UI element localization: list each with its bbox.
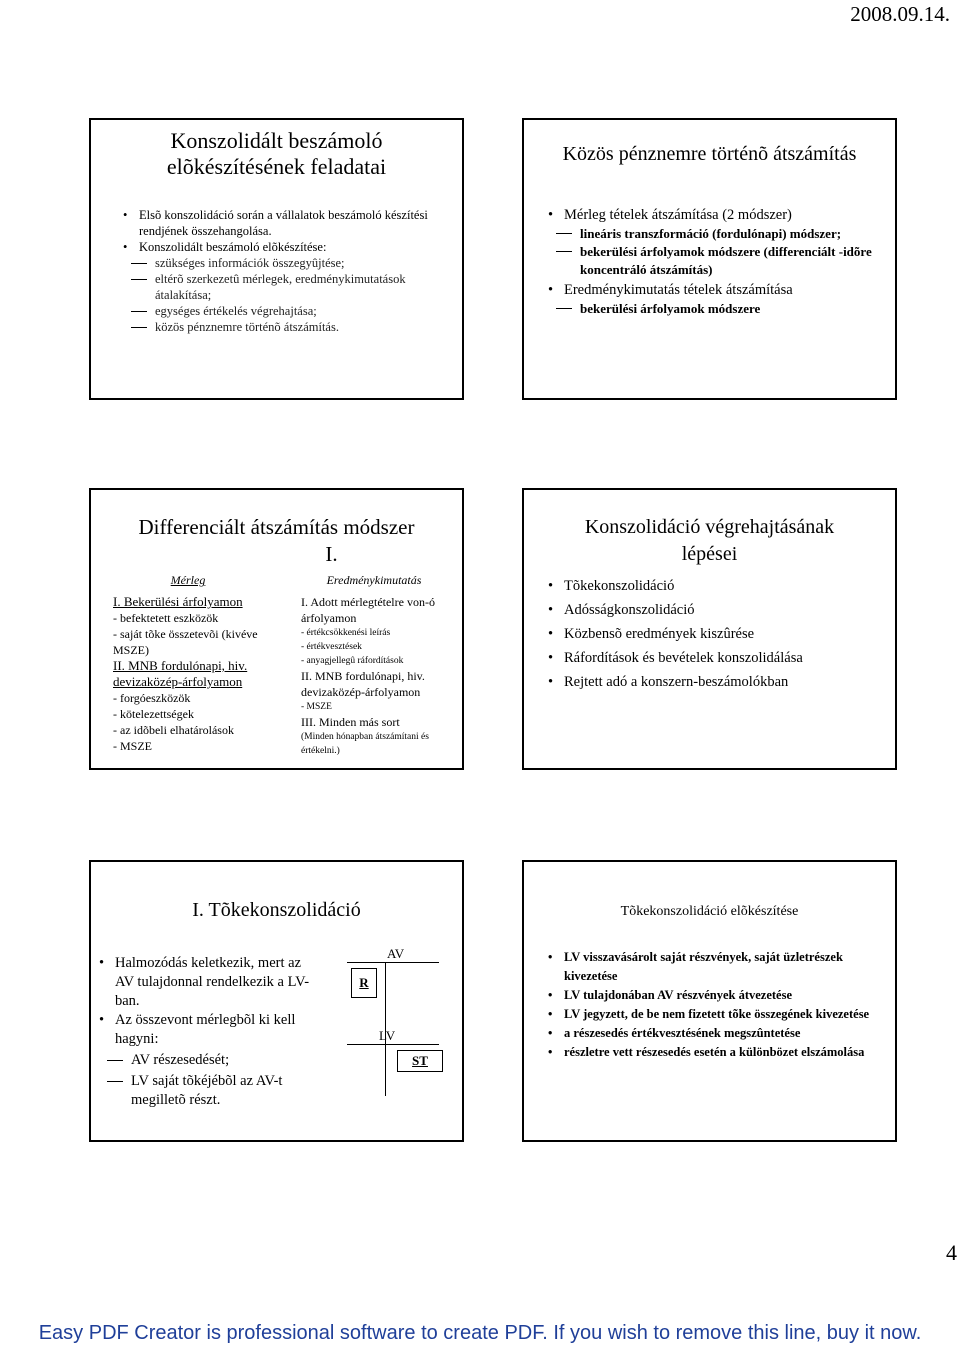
bullet-list (542, 574, 892, 694)
sub-bullet-item: egységes értékelés végrehajtása; (117, 303, 462, 319)
sub-bullet-item: szükséges információk összegyûjtése; (117, 255, 462, 271)
slide-title-line1: Differenciált átszámítás módszer (138, 515, 415, 539)
slide-title-line2: I. (325, 542, 338, 566)
slide-title-line1: Konszolidált beszámoló (170, 128, 383, 153)
slide-tokekonszolidacio (89, 860, 464, 1142)
bullet-item: • Eredménykimutatás tételek átszámítása (542, 281, 892, 300)
column-line: I. Bekerülési árfolyamon (113, 594, 243, 609)
bullet-item: • Elsõ konszolidáció során a vállalatok beszámoló készítési rendjének összehangolása. (117, 207, 462, 239)
bullet-item: • a részesedés értékvesztésének megszûntetése (542, 1024, 882, 1043)
bullet-list (117, 207, 462, 335)
merleg-column (113, 572, 263, 754)
page-number: 4 (946, 1240, 957, 1265)
slide-konszolidacio-lepesei (522, 488, 897, 770)
column-line: - értékcsökkenési leírás (301, 628, 391, 638)
sub-bullet-item: AV részesedését; (93, 1051, 318, 1070)
column-line: - értékvesztések (301, 642, 362, 652)
column-line: - befektetett eszközök (113, 611, 219, 625)
column-line: III. Minden más sort (301, 715, 400, 729)
column-line: - MSZE (113, 739, 152, 753)
sub-bullet-item: bekerülési árfolyamok módszere (542, 300, 892, 318)
bullet-list (542, 204, 892, 318)
slide-title: I. Tõkekonszolidáció (192, 899, 361, 921)
bullet-item: • Tõkekonszolidáció (542, 574, 892, 598)
holding-diagram (347, 946, 447, 1096)
slide-title-line1: Konszolidáció végrehajtásának (584, 516, 835, 538)
bullet-item: • LV jegyzett, de be nem fizetett tõke összegének kivezetése (542, 1005, 882, 1024)
column-line: (Minden hónapban átszámítani és értékelni.) (301, 732, 429, 756)
column-line: - anyagjellegû ráfordítások (301, 656, 404, 666)
sub-bullet-item: közös pénznemre történõ átszámítás. (117, 319, 462, 335)
diagram-box-r: R (351, 968, 377, 998)
column-line: - MSZE (301, 702, 332, 712)
column-heading: Mérleg (170, 573, 206, 587)
bullet-item: • Közbensõ eredmények kiszûrése (542, 622, 892, 646)
slide-title (524, 514, 895, 568)
bullet-item: • Halmozódás keletkezik, mert az AV tulajdonnal rendelkezik a LV-ban. (93, 954, 318, 1011)
column-line: - kötelezettségek (113, 707, 194, 721)
bullet-item: • részletre vett részesedés esetén a különbözet elszámolása (542, 1043, 882, 1062)
diagram-label-lv: LV (379, 1028, 396, 1043)
diagram-mid-line (347, 1044, 439, 1045)
document-date: 2008.09.14. (850, 2, 950, 26)
column-line: I. Adott mérlegtételre von-ó árfolyamon (301, 595, 435, 625)
bullet-item: • LV visszavásárolt saját részvények, saját üzletrészek kivezetése (542, 948, 882, 986)
sub-bullet-item: lineáris transzformáció (fordulónapi) módszer; (542, 225, 892, 243)
slide-title: Tõkekonszolidáció elõkészítése (620, 904, 799, 919)
sub-bullet-item: LV saját tõkéjébõl az AV-t megilletõ részt. (93, 1072, 318, 1110)
diagram-label-av: AV (387, 946, 405, 961)
diagram-box-st: ST (397, 1050, 443, 1072)
column-line: - forgóeszközök (113, 691, 191, 705)
bullet-list (542, 948, 882, 1062)
bullet-item: • LV tulajdonában AV részvények átvezetése (542, 986, 882, 1005)
column-heading: Eredménykimutatás (326, 573, 422, 587)
column-line: II. MNB fordulónapi, hiv. devizaközép-árfolyamon (113, 658, 248, 689)
column-line: II. MNB fordulónapi, hiv. devizaközép-árfolyamon (301, 669, 425, 699)
column-line: - saját tõke összetevõi (kivéve MSZE) (113, 627, 258, 657)
pdf-creator-footer: Easy PDF Creator is professional software to create PDF. If you wish to remove this line, buy it now. (38, 1322, 922, 1344)
bullet-item: • Adósságkonszolidáció (542, 598, 892, 622)
slide-tokekonszolidacio-elokeszitese (522, 860, 897, 1142)
column-line: - az idõbeli elhatárolások (113, 723, 234, 737)
bullet-item: • Rejtett adó a konszern-beszámolókban (542, 670, 892, 694)
slide-title (91, 514, 462, 568)
slide-kozos-penznem (522, 118, 897, 400)
bullet-item: • Az összevont mérlegbõl ki kell hagyni: (93, 1011, 318, 1049)
slide-title (91, 128, 462, 181)
slide-title-line2: elõkészítésének feladatai (166, 154, 387, 180)
eredmenykimutatas-column (301, 572, 447, 758)
slide-differencialt-atszamitas (89, 488, 464, 770)
slide-title: Közös pénznemre történõ átszámítás (562, 143, 857, 165)
diagram-top-line (347, 962, 439, 963)
bullet-item: • Ráfordítások és bevételek konszolidálása (542, 646, 892, 670)
slide-title-line2: lépései (681, 543, 738, 565)
bullet-item: • Konszolidált beszámoló elõkészítése: (117, 239, 462, 255)
bullet-item: • Mérleg tételek átszámítása (2 módszer) (542, 206, 892, 225)
sub-bullet-item: eltérõ szerkezetû mérlegek, eredménykimutatások átalakítása; (117, 271, 462, 303)
sub-bullet-item: bekerülési árfolyamok módszere (differenciált -idõre koncentráló átszámítás) (542, 243, 892, 279)
slide-konszolidalt-beszamolo (89, 118, 464, 400)
bullet-list (93, 954, 318, 1110)
